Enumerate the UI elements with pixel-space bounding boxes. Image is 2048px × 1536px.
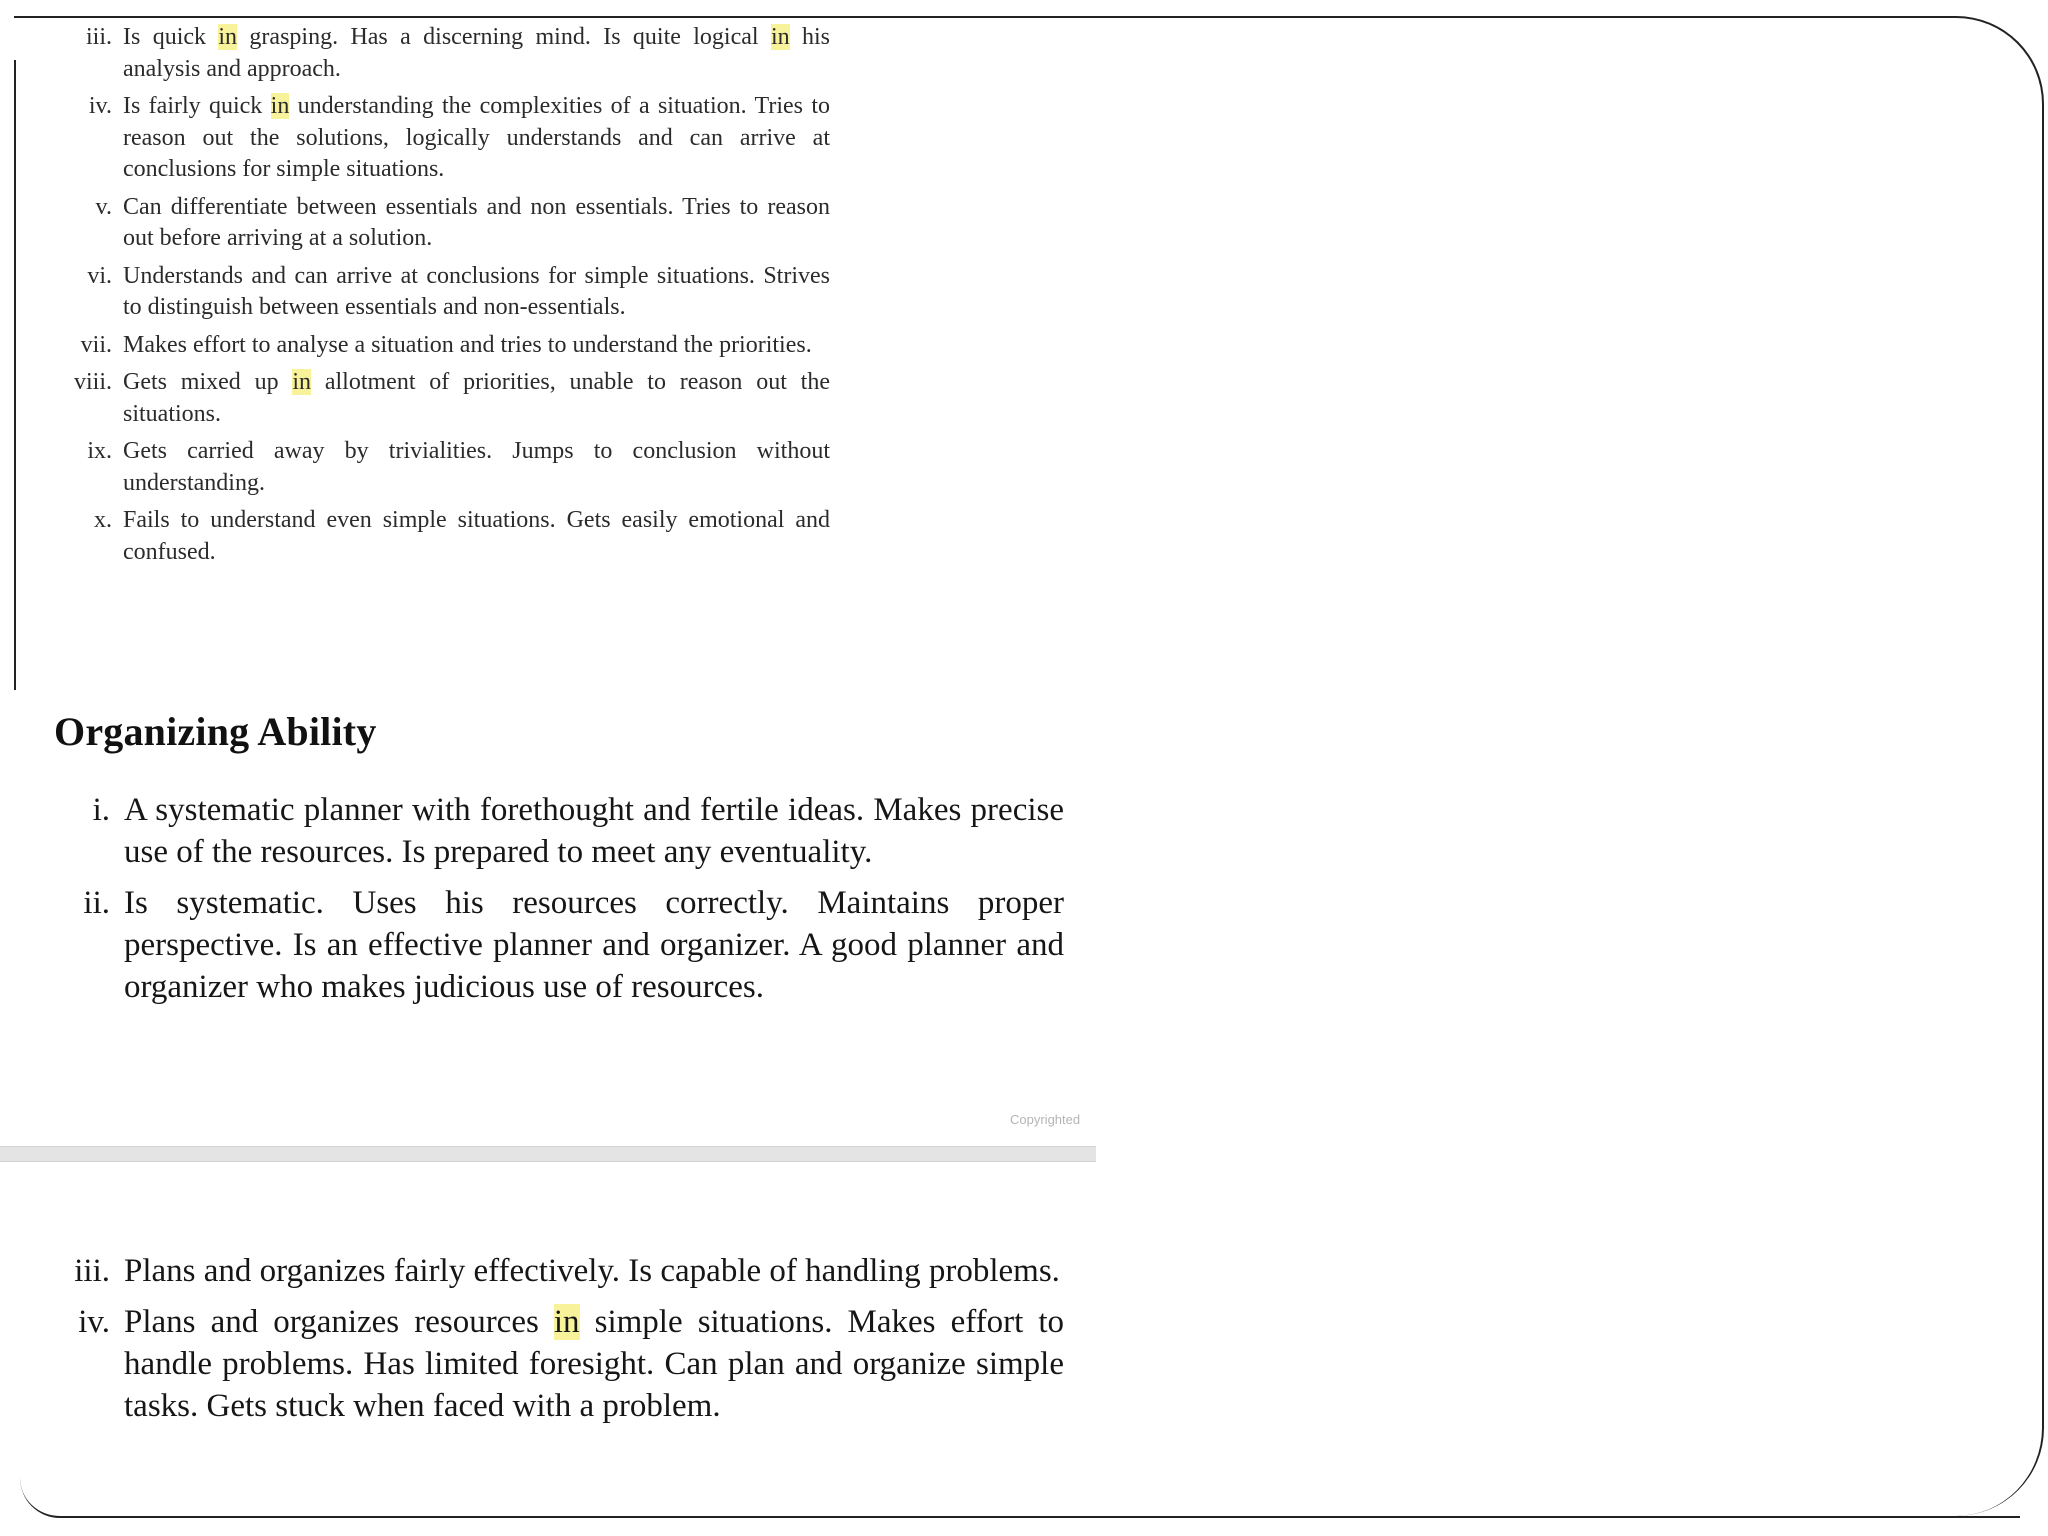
section-heading: Organizing Ability [54, 709, 377, 754]
item-text: Can differentiate between essentials and non essentials. Tries to reason out before arriving at a solution. [123, 193, 830, 251]
item-number: x. [94, 507, 112, 533]
list-item [54, 789, 1064, 873]
item-number: iv. [88, 93, 112, 119]
judgement-list [60, 22, 830, 568]
item-text: his analysis and approach. [123, 24, 830, 82]
item-text: Plans and organizes fairly effectively. Is capable of handling problems. [124, 1253, 1060, 1289]
item-text: Is systematic. Uses his resources correctly. Maintains proper perspective. Is an effective planner and organizer. A good planner and organizer who makes judicious use of resources. [124, 885, 1064, 1005]
item-text: A systematic planner with forethought and fertile ideas. Makes precise use of the resources. Is prepared to meet any eventuality. [124, 792, 1064, 870]
search-highlight: in [770, 24, 790, 50]
search-highlight: in [553, 1304, 580, 1340]
item-text: grasping. Has a discerning mind. Is quite logical [237, 24, 771, 50]
copyright-watermark: Copyrighted [1010, 1112, 1081, 1127]
item-text: allotment of priorities, unable to reason out the situations. [123, 369, 830, 427]
item-text: Understands and can arrive at conclusions for simple situations. Strives to distinguish between essentials and non-essentials. [123, 262, 830, 320]
item-text: Fails to understand even simple situations. Gets easily emotional and confused. [123, 507, 830, 565]
list-item [60, 261, 830, 324]
list-item [54, 1250, 1064, 1292]
list-item [54, 1301, 1064, 1427]
item-number: vi. [87, 262, 112, 289]
item-text: Is fairly quick [123, 93, 271, 119]
item-text: simple situations. Makes effort to handle problems. Has limited foresight. Can plan and organize simple tasks. Gets stuck when faced with a problem. [124, 1304, 1064, 1424]
item-text: Gets mixed up [123, 369, 293, 395]
list-item [60, 505, 830, 568]
item-number: iii. [74, 1253, 110, 1289]
item-text: Plans and organizes resources [124, 1304, 554, 1340]
organizing-ability-section [54, 708, 1064, 1017]
item-number: ix. [87, 438, 112, 464]
scanned-page-excerpt [60, 22, 830, 574]
item-number: v. [95, 193, 112, 220]
item-number: iv. [78, 1304, 110, 1340]
item-text: Is quick [123, 24, 219, 50]
organizing-ability-continued [54, 1250, 1064, 1436]
list-item [60, 22, 830, 85]
item-text: understanding the complexities of a situation. Tries to reason out the solutions, logically understands and can arrive at conclusions for simple situations. [123, 93, 830, 182]
list-item [60, 330, 830, 362]
organizing-list [54, 789, 1064, 1008]
list-item [60, 91, 830, 186]
list-item [60, 367, 830, 430]
slide-frame-left [14, 60, 16, 690]
item-text: Makes effort to analyse a situation and tries to understand the priorities. [123, 331, 812, 358]
list-item [54, 882, 1064, 1008]
page-divider [0, 1146, 1096, 1162]
item-number: viii. [73, 369, 112, 395]
search-highlight: in [270, 93, 290, 119]
search-highlight: in [292, 369, 312, 395]
item-number: i. [92, 792, 110, 828]
search-highlight: in [218, 24, 238, 50]
item-number: ii. [83, 885, 110, 921]
organizing-list-continued [54, 1250, 1064, 1427]
list-item [60, 436, 830, 499]
item-text: Gets carried away by trivialities. Jumps to conclusion without understanding. [123, 438, 830, 496]
list-item [60, 192, 830, 255]
slide-frame-bottom [20, 1458, 2020, 1518]
item-number: iii. [85, 24, 112, 50]
item-number: vii. [80, 331, 112, 358]
